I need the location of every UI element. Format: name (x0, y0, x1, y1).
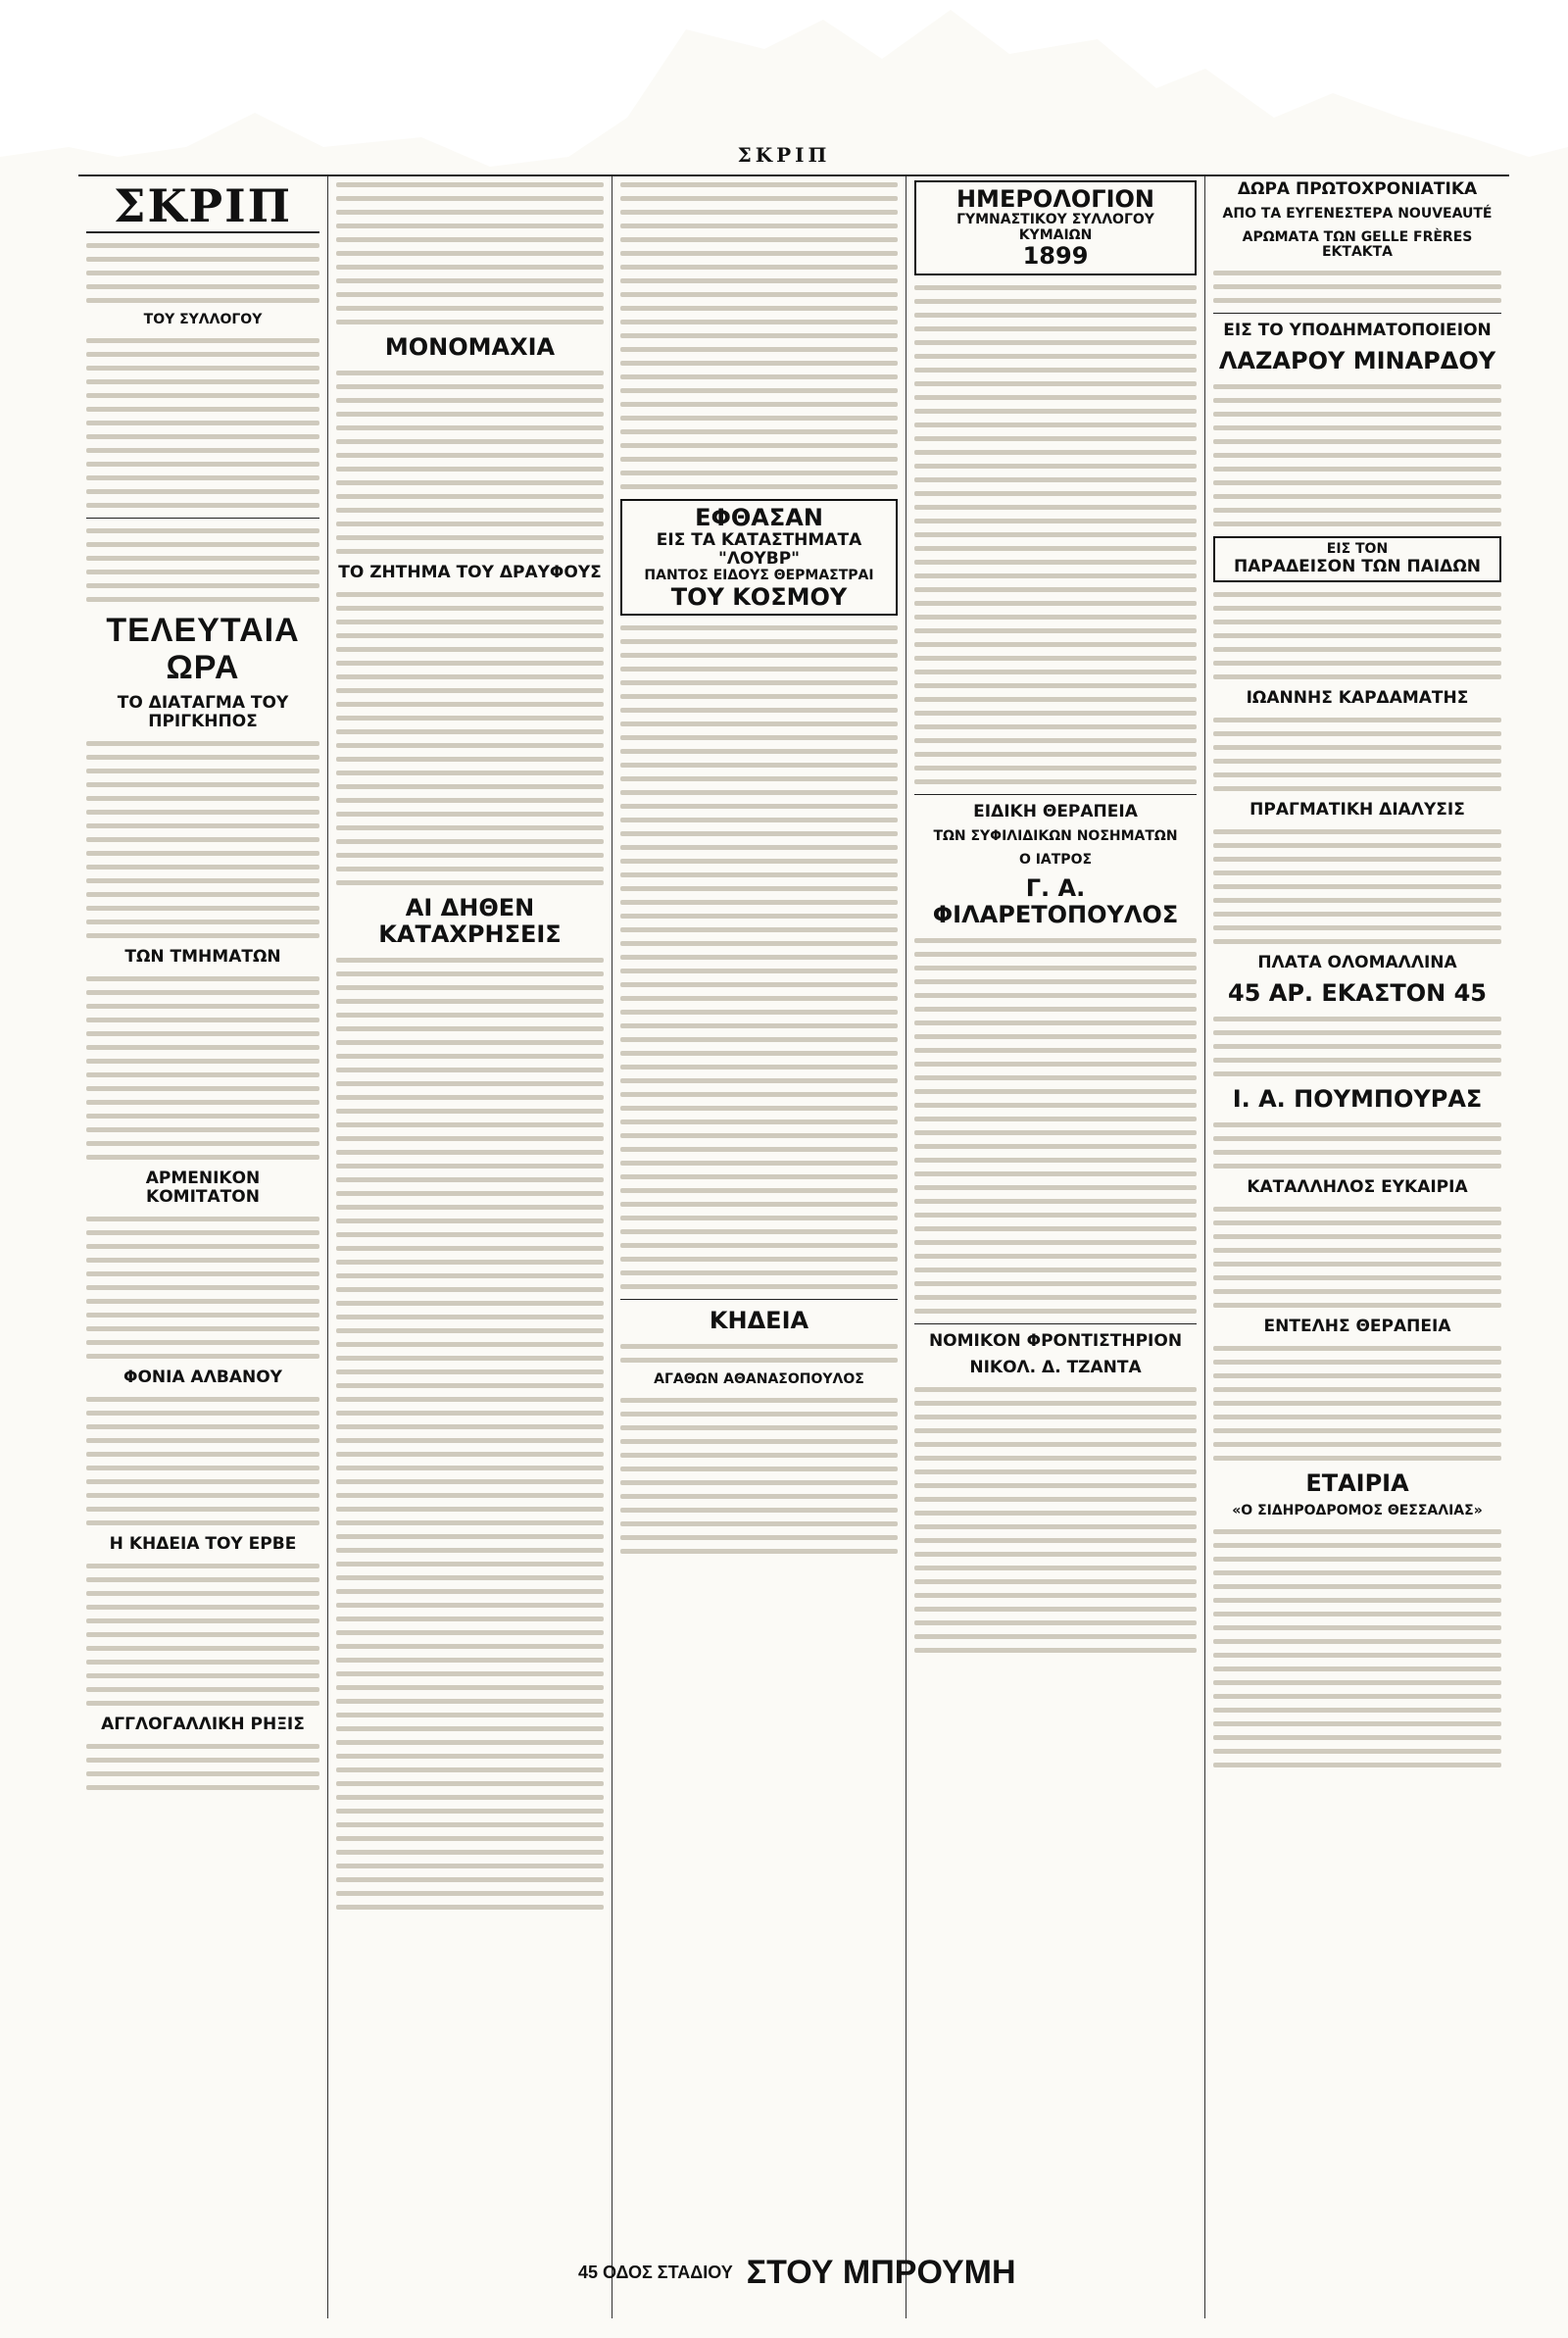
running-head: ΣΚΡΙΠ (737, 143, 831, 167)
footer-shop-name: ΣΤΟΥ ΜΠΡΟΥΜΗ (746, 2253, 1016, 2291)
lawyer-name: ΝΙΚΟΛ. Δ. ΤΖΑΝΤΑ (969, 1358, 1142, 1378)
ad-heading: 45 ΑΡ. ΕΚΑΣΤΟΝ 45 (1228, 978, 1487, 1007)
footer-address: 45 ΟΔΟΣ ΣΤΑΔΙΟΥ (578, 2262, 733, 2282)
section-heading: ΑΙ ΔΗΘΕΝ ΚΑΤΑΧΡΗΣΕΙΣ (378, 893, 562, 948)
ad-heading: ΠΑΝΤΟΣ ΕΙΔΟΥΣ ΘΕΡΜΑΣΤΡΑΙ (644, 567, 874, 583)
ad-text (1213, 1527, 1501, 1769)
column-1 (78, 176, 328, 2318)
section-heading: Η ΚΗΔΕΙΑ ΤΟΥ ΕΡΒΕ (109, 1534, 297, 1555)
section-heading: ΤΩΝ ΤΜΗΜΑΤΩΝ (124, 946, 281, 967)
masthead-details (86, 241, 319, 305)
ad-text (1213, 590, 1501, 681)
ad-heading: ΕΙΣ ΤΟ ΥΠΟΔΗΜΑΤΟΠΟΙΕΙΟΝ (1223, 321, 1492, 341)
ad-text (1213, 716, 1501, 793)
footer-advertisement (578, 2253, 1127, 2292)
article-text (86, 1395, 319, 1527)
article-text (336, 590, 604, 887)
divider (914, 794, 1197, 795)
ad-heading: ΕΦΘΑΣΑΝ (695, 504, 823, 531)
doctor-title: Ο ΙΑΤΡΟΣ (1018, 851, 1093, 868)
ad-heading: Ι. Α. ΠΟΥΜΠΟΥΡΑΣ (1232, 1084, 1483, 1113)
article-text (86, 739, 319, 940)
ad-heading: ΝΟΜΙΚΟΝ ΦΡΟΝΤΙΣΤΗΡΙΟΝ (928, 1331, 1183, 1352)
ad-text (1213, 1344, 1501, 1463)
ad-heading: ΤΩΝ ΣΥΦΙΛΙΔΙΚΩΝ ΝΟΣΗΜΑΤΩΝ (933, 828, 1178, 845)
divider (914, 1323, 1197, 1324)
ad-text (1213, 1015, 1501, 1078)
article-text (86, 336, 319, 510)
article-text (86, 526, 319, 604)
section-heading: ΑΓΓΛΟΓΑΛΛΙΚΗ ΡΗΞΙΣ (101, 1715, 305, 1735)
ad-heading: ΠΛΑΤΑ ΟΛΟΜΑΛΛΙΝΑ (1257, 952, 1457, 972)
ad-text (1213, 269, 1501, 305)
section-heading: ΦΟΝΙΑ ΑΛΒΑΝΟΥ (123, 1367, 282, 1387)
column-4 (906, 176, 1205, 2318)
ad-heading: ΑΠΟ ΤΑ ΕΥΓΕΝΕΣΤΕΡΑ NOUVEAUTÉ (1222, 206, 1493, 223)
divider (86, 518, 319, 519)
article-text (914, 936, 1197, 1316)
calendar-header (914, 180, 1197, 275)
column-5 (1205, 176, 1509, 2318)
name-line: ΑΓΑΘΩΝ ΑΘΑΝΑΣΟΠΟΥΛΟΣ (654, 1371, 864, 1388)
section-heading: ΓΥΜΝΑΣΤΙΚΟΥ ΣΥΛΛΟΓΟΥ ΚΥΜΑΙΩΝ (956, 211, 1154, 243)
section-heading: ΤΟ ΖΗΤΗΜΑ ΤΟΥ ΔΡΑΥΦΟΥΣ (338, 562, 602, 582)
article-text (336, 369, 604, 556)
ad-heading: ΠΡΑΓΜΑΤΙΚΗ ΔΙΑΛΥΣΙΣ (1250, 799, 1465, 820)
ad-heading: ΠΑΡΑΔΕΙΣΟΝ ΤΩΝ ΠΑΙΔΩΝ (1233, 556, 1482, 576)
toy-shop-advertisement (1213, 536, 1501, 582)
ad-heading: ΛΑΖΑΡΟΥ ΜΙΝΑΡΔΟΥ (1218, 347, 1496, 375)
doctor-name: Γ. Α. ΦΙΛΑΡΕΤΟΠΟΥΛΟΣ (932, 874, 1179, 929)
ad-heading: ΙΩΑΝΝΗΣ ΚΑΡΔΑΜΑΤΗΣ (1246, 687, 1469, 708)
article-text (914, 283, 1197, 786)
ad-heading: ΕΤΑΙΡΙΑ (1305, 1468, 1409, 1497)
section-heading: ΗΜΕΡΟΛΟΓΙΟΝ (956, 185, 1155, 213)
article-text (620, 1396, 898, 1556)
article-text (336, 180, 604, 326)
article-text (86, 974, 319, 1162)
ad-heading: ΕΙΣ ΤΟΝ (1326, 540, 1389, 557)
ad-text (1213, 1120, 1501, 1170)
ad-heading: «Ο ΣΙΔΗΡΟΔΡΟΜΟΣ ΘΕΣΣΑΛΙΑΣ» (1232, 1503, 1483, 1519)
article-text (336, 956, 604, 1912)
section-heading: ΤΟ ΔΙΑΤΑΓΜΑ ΤΟΥ ΠΡΙΓΚΗΠΟΣ (117, 692, 289, 731)
year-label: 1899 (1022, 242, 1089, 271)
ad-heading: ΚΑΤΑΛΛΗΛΟΣ ΕΥΚΑΙΡΙΑ (1247, 1176, 1468, 1197)
column-3 (612, 176, 906, 2318)
ad-text (1213, 1205, 1501, 1310)
ad-text (1213, 382, 1501, 528)
article-text (86, 1742, 319, 1792)
section-heading: ΤΕΛΕΥΤΑΙΑ ΩΡΑ (106, 611, 300, 686)
columns (78, 174, 1509, 2318)
ad-text (1213, 827, 1501, 946)
article-text (86, 1215, 319, 1361)
ad-heading: ΕΝΤΕΛΗΣ ΘΕΡΑΠΕΙΑ (1263, 1316, 1451, 1336)
section-heading: ΑΡΜΕΝΙΚΟΝ ΚΟΜΙΤΑΤΟΝ (145, 1168, 261, 1207)
ad-heading: ΔΩΡΑ ΠΡΩΤΟΧΡΟΝΙΑΤΙΚΑ (1237, 179, 1478, 199)
ad-heading: ΕΙΔΙΚΗ ΘΕΡΑΠΕΙΑ (973, 802, 1138, 822)
divider (620, 1299, 898, 1300)
article-text (620, 623, 898, 1291)
ad-heading: ΕΙΣ ΤΑ ΚΑΤΑΣΤΗΜΑΤΑ "ΛΟΥΒΡ" (656, 529, 862, 569)
louvre-advertisement (620, 499, 898, 616)
divider (1213, 313, 1501, 314)
ad-heading: ΑΡΩΜΑΤΑ ΤΩΝ GELLE FRÈRES ΕΚΤΑΚΤΑ (1242, 228, 1473, 261)
article-text (620, 1342, 898, 1365)
ad-heading: ΤΟΥ ΚΟΣΜΟΥ (670, 582, 848, 611)
column-2 (328, 176, 612, 2318)
article-text (620, 180, 898, 491)
section-heading: ΜΟΝΟΜΑΧΙΑ (384, 333, 556, 361)
section-heading: ΚΗΔΕΙΑ (709, 1307, 809, 1335)
masthead: ΣΚΡΙΠ (86, 180, 319, 233)
section-heading: ΤΟΥ ΣΥΛΛΟΓΟΥ (143, 312, 263, 327)
article-text (914, 1385, 1197, 1655)
article-text (86, 1562, 319, 1708)
